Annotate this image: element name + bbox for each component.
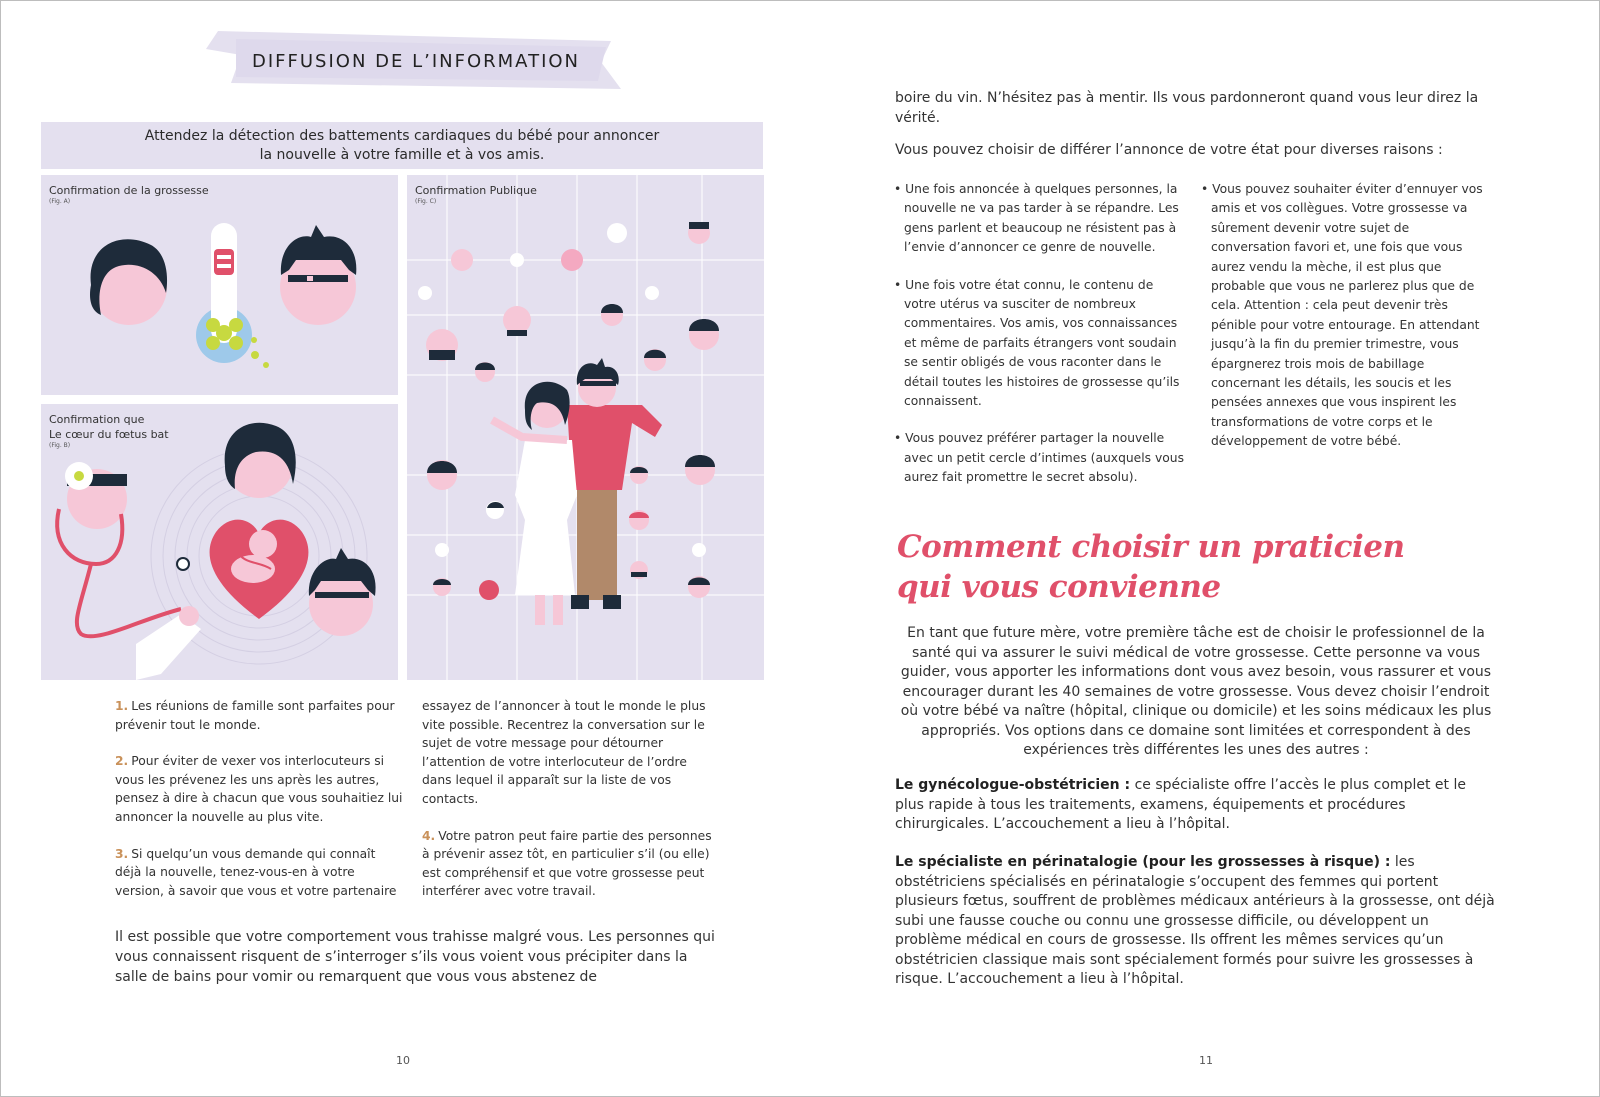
panel-b-label-2: Le cœur du fœtus bat	[49, 428, 169, 441]
network-illustration	[407, 175, 764, 680]
entry-gynecologist	[895, 776, 1495, 835]
doctor-hand-icon	[179, 606, 199, 626]
entry-term: Le spécialiste en périnatalogie (pour les grossesses à risque) :	[895, 854, 1391, 870]
item-text: essayez de l’annoncer à tout le monde le plus vite possible. Recentrez la conversation sur le sujet de votre message pour détourner l’attention de votre interlocuteur de l’ordre dans lequel il apparaît sur la liste de vos contacts.	[422, 699, 706, 806]
left-page	[1, 1, 801, 1096]
item-text: Votre patron peut faire partie des personnes à prévenir assez tôt, en particulier s’il (ou elle) est compréhensif et que votre grossesse peut interférer avec votre travail.	[422, 828, 712, 899]
entry-perinatal-specialist	[895, 853, 1495, 990]
pregnancy-test-icon	[196, 223, 269, 368]
heading-line-1: Comment choisir un praticien	[897, 529, 1405, 565]
item-number: 4.	[422, 828, 436, 843]
panel-a-label: Confirmation de la grossesse	[49, 184, 209, 197]
panel-c-label: Confirmation Publique	[415, 184, 537, 197]
list-item	[115, 697, 405, 734]
panel-heartbeat-confirmation	[41, 404, 398, 680]
reasons-column-left	[894, 180, 1184, 506]
practitioner-intro: En tant que future mère, votre première tâche est de choisir le professionnel de la santé qui va assurer le suivi médical de votre grossesse. Cette personne va vous guider, vous apporter les informations dont vous avez besoin, vous rassurer et vous encourager durant les 40 semaines de votre grossesse. Vous devez choisir l’endroit où votre bébé va naître (hôpital, clinique ou domicile) et les soins médicaux les plus appropriés. Vos options dans ce domaine sont limitées et correspondent à des expériences très différentes les unes des autres :	[900, 625, 1492, 758]
item-text: Pour éviter de vexer vos interlocuteurs si vous les prévenez les uns après les autres, pensez à dire à chacun que vous souhaitiez lui annoncer la nouvelle au plus vite.	[115, 754, 403, 824]
fig-c-label: (Fig. C)	[415, 198, 437, 205]
tips-column-right	[422, 697, 712, 919]
list-item	[115, 752, 405, 826]
bullet-item: • Une fois annoncée à quelques personnes, la nouvelle ne va pas tarder à se répandre. Les gens parlent et beaucoup ne résistent pas à l’envie d’annoncer ce genre de nouvelle.	[894, 182, 1179, 255]
reasons-intro: Vous pouvez choisir de différer l’annonce de votre état pour diverses raisons :	[895, 142, 1443, 158]
item-number: 1.	[115, 699, 129, 713]
intro-line-2: la nouvelle à votre famille et à vos amis.	[259, 147, 545, 163]
pregnancy-test-illustration	[41, 175, 398, 395]
page-number-left: 10	[396, 1054, 410, 1067]
item-number: 3.	[115, 846, 129, 861]
section-title: DIFFUSION DE L’INFORMATION	[251, 51, 581, 72]
continuation-paragraph: boire du vin. N’hésitez pas à mentir. Ils vous pardonneront quand vous leur direz la vérité.	[895, 90, 1479, 126]
doctor-face-icon	[65, 462, 127, 529]
item-text: Si quelqu’un vous demande qui connaît déjà la nouvelle, tenez-vous-en à votre version, à savoir que vous et votre partenaire	[115, 846, 397, 898]
woman-face-icon	[225, 423, 296, 498]
stethoscope-icon	[57, 509, 181, 636]
left-body-paragraph: Il est possible que votre comportement vous trahisse malgré vous. Les personnes qui vous connaissent risquent de s’interroger s’ils vous voient vous précipiter dans la salle de bains pour vomir ou remarquent que vous vous abstenez de	[115, 929, 715, 985]
item-number: 2.	[115, 754, 129, 769]
item-text: Les réunions de famille sont parfaites pour prévenir tout le monde.	[115, 699, 395, 732]
tips-column-left	[115, 697, 405, 918]
panel-b-label-1: Confirmation que	[49, 413, 145, 426]
fig-b-label: (Fig. B)	[49, 442, 71, 449]
fig-a-label: (Fig. A)	[49, 198, 71, 205]
panel-public-confirmation	[407, 175, 764, 680]
man-face-icon	[280, 225, 356, 325]
section-banner	[206, 31, 626, 93]
list-item	[422, 697, 712, 809]
panel-pregnancy-confirmation	[41, 175, 398, 395]
heart-baby-icon	[210, 520, 309, 619]
list-item	[422, 827, 712, 901]
bullet-item: • Vous pouvez préférer partager la nouvelle avec un petit cercle d’intimes (auxquels vous aurez fait promettre le secret absolu).	[894, 431, 1184, 485]
list-item	[115, 845, 405, 901]
section-heading	[897, 527, 1405, 607]
heading-line-2: qui vous convienne	[897, 569, 1221, 605]
page-number-right: 11	[1199, 1054, 1213, 1067]
entry-text: ce spécialiste offre l’accès le plus complet et le plus rapide à tous les traitements, examens, équipements et procédures chirurgicales. L’accouchement a lieu à l’hôpital.	[895, 777, 1466, 832]
woman-face-icon	[90, 239, 167, 325]
panel-c-title	[415, 183, 537, 205]
stethoscope-chest-icon	[177, 558, 189, 570]
entry-text: les obstétriciens spécialisés en périnatalogie s’occupent des femmes qui portent plusieurs fœtus, souffrent de problèmes médicaux antérieurs à la grossesse, ont déjà subi une fausse couche ou connu une grossesse difficile, ou développent un problème médical en cours de grossesse. Ils offrent les mêmes services qu’un obstétricien classique mais sont spécialement formés pour suivre les grossesses à risque. L’accouchement a lieu à l’hôpital.	[895, 854, 1495, 987]
bullet-item: • Une fois votre état connu, le contenu de votre utérus va susciter de nombreux commentaires. Vos amis, vos connaissances et même de parfaits étrangers vont soudain se sentir obligés de vous raconter dans le détail toutes les histoires de grossesse qu’ils connaissent.	[894, 277, 1180, 409]
entry-term: Le gynécologue-obstétricien :	[895, 777, 1131, 793]
bullet-item: • Vous pouvez souhaiter éviter d’ennuyer vos amis et vos collègues. Votre grossesse va sûrement devenir votre sujet de conversation favori et, une fois que vous aurez vendu la mèche, il est plus que probable que vous ne parlerez plus que de cela. Attention : cela peut devenir très pénible pour votre entourage. En attendant jusqu’à la fin du premier trimestre, vous épargnerez trois mois de babillage concernant les détails, les soucis et les pensées annexes que vous inspirent les transformations de votre corps et le développement de votre bébé.	[1201, 182, 1483, 449]
intro-callout	[41, 122, 763, 169]
panel-a-title	[49, 183, 209, 205]
reasons-column-right	[1201, 180, 1491, 470]
intro-line-1: Attendez la détection des battements cardiaques du bébé pour annoncer	[144, 128, 660, 144]
panel-b-title	[49, 412, 169, 449]
